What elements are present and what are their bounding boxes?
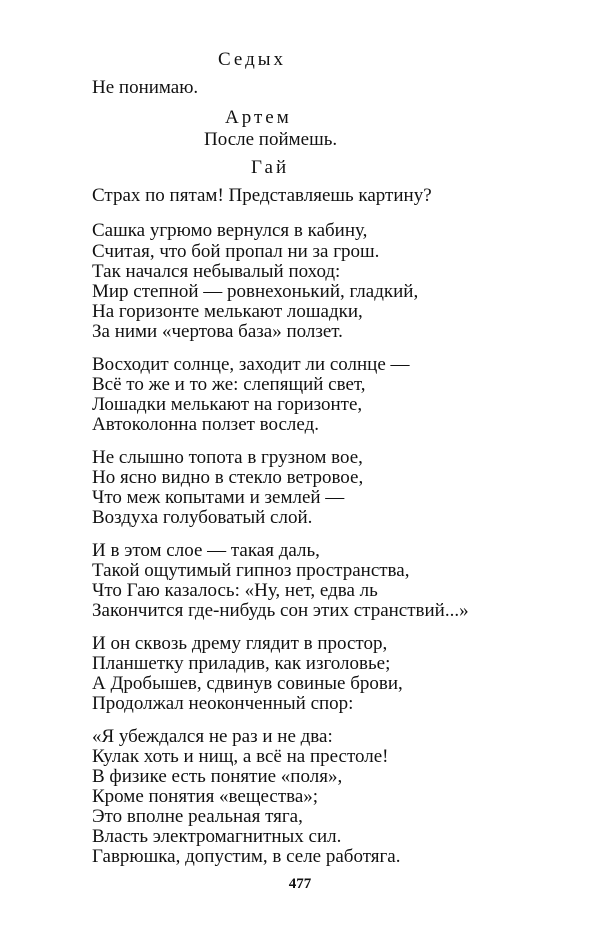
poem-line: Гаврюшка, допустим, в селе работяга. (92, 846, 401, 867)
poem-line: Воздуха голубоватый слой. (92, 507, 313, 528)
poem-line: Что Гаю казалось: «Ну, нет, едва ль (92, 580, 378, 601)
poem-line: Лошадки мелькают на горизонте, (92, 394, 363, 415)
poem-line: В физике есть понятие «поля», (92, 766, 343, 787)
poem-line: Планшетку приладив, как изголовье; (92, 653, 391, 674)
poem-line: Власть электромагнитных сил. (92, 826, 342, 847)
poem-line: Так начался небывалый поход: (92, 261, 341, 282)
poem-line: И в этом слое — такая даль, (92, 540, 320, 561)
poem-line: Кулак хоть и нищ, а всё на престоле! (92, 746, 389, 767)
poem-line: Всё то же и то же: слепящий свет, (92, 374, 366, 395)
page-number: 477 (288, 876, 312, 892)
poem-line: Это вполне реальная тяга, (92, 806, 303, 827)
speaker-name-artem: Артем (225, 107, 292, 128)
poem-line: Мир степной — ровнехонький, гладкий, (92, 281, 419, 302)
poem-line: Автоколонна ползет вослед. (92, 414, 320, 435)
poem-line: «Я убеждался не раз и не два: (92, 726, 333, 747)
poem-line: Кроме понятия «вещества»; (92, 786, 319, 807)
poem-line: На горизонте мелькают лошадки, (92, 301, 363, 322)
poem-line: Закончится где-нибудь сон этих странствий...» (92, 600, 469, 621)
speaker-name-gai: Гай (251, 157, 290, 178)
poem-line: Восходит солнце, заходит ли солнце — (92, 354, 410, 375)
poem-line: Что меж копытами и землей — (92, 487, 345, 508)
poem-line: А Дробышев, сдвинув совиные брови, (92, 673, 403, 694)
poem-line: За ними «чертова база» ползет. (92, 321, 343, 342)
speaker-name-sedykh: Седых (218, 49, 287, 70)
poem-line: Считая, что бой пропал ни за грош. (92, 241, 380, 262)
poem-line: Сашка угрюмо вернулся в кабину, (92, 220, 368, 241)
dialogue-line-gai: Страх по пятам! Представляешь картину? (92, 185, 432, 206)
dialogue-line-artem: После поймешь. (204, 129, 338, 150)
poem-line: И он сквозь дрему глядит в простор, (92, 633, 388, 654)
poem-line: Не слышно топота в грузном вое, (92, 447, 363, 468)
poem-line: Такой ощутимый гипноз пространства, (92, 560, 410, 581)
dialogue-line-sedykh: Не понимаю. (92, 77, 199, 98)
poem-line: Но ясно видно в стекло ветровое, (92, 467, 364, 488)
poem-line: Продолжал неоконченный спор: (92, 693, 354, 714)
